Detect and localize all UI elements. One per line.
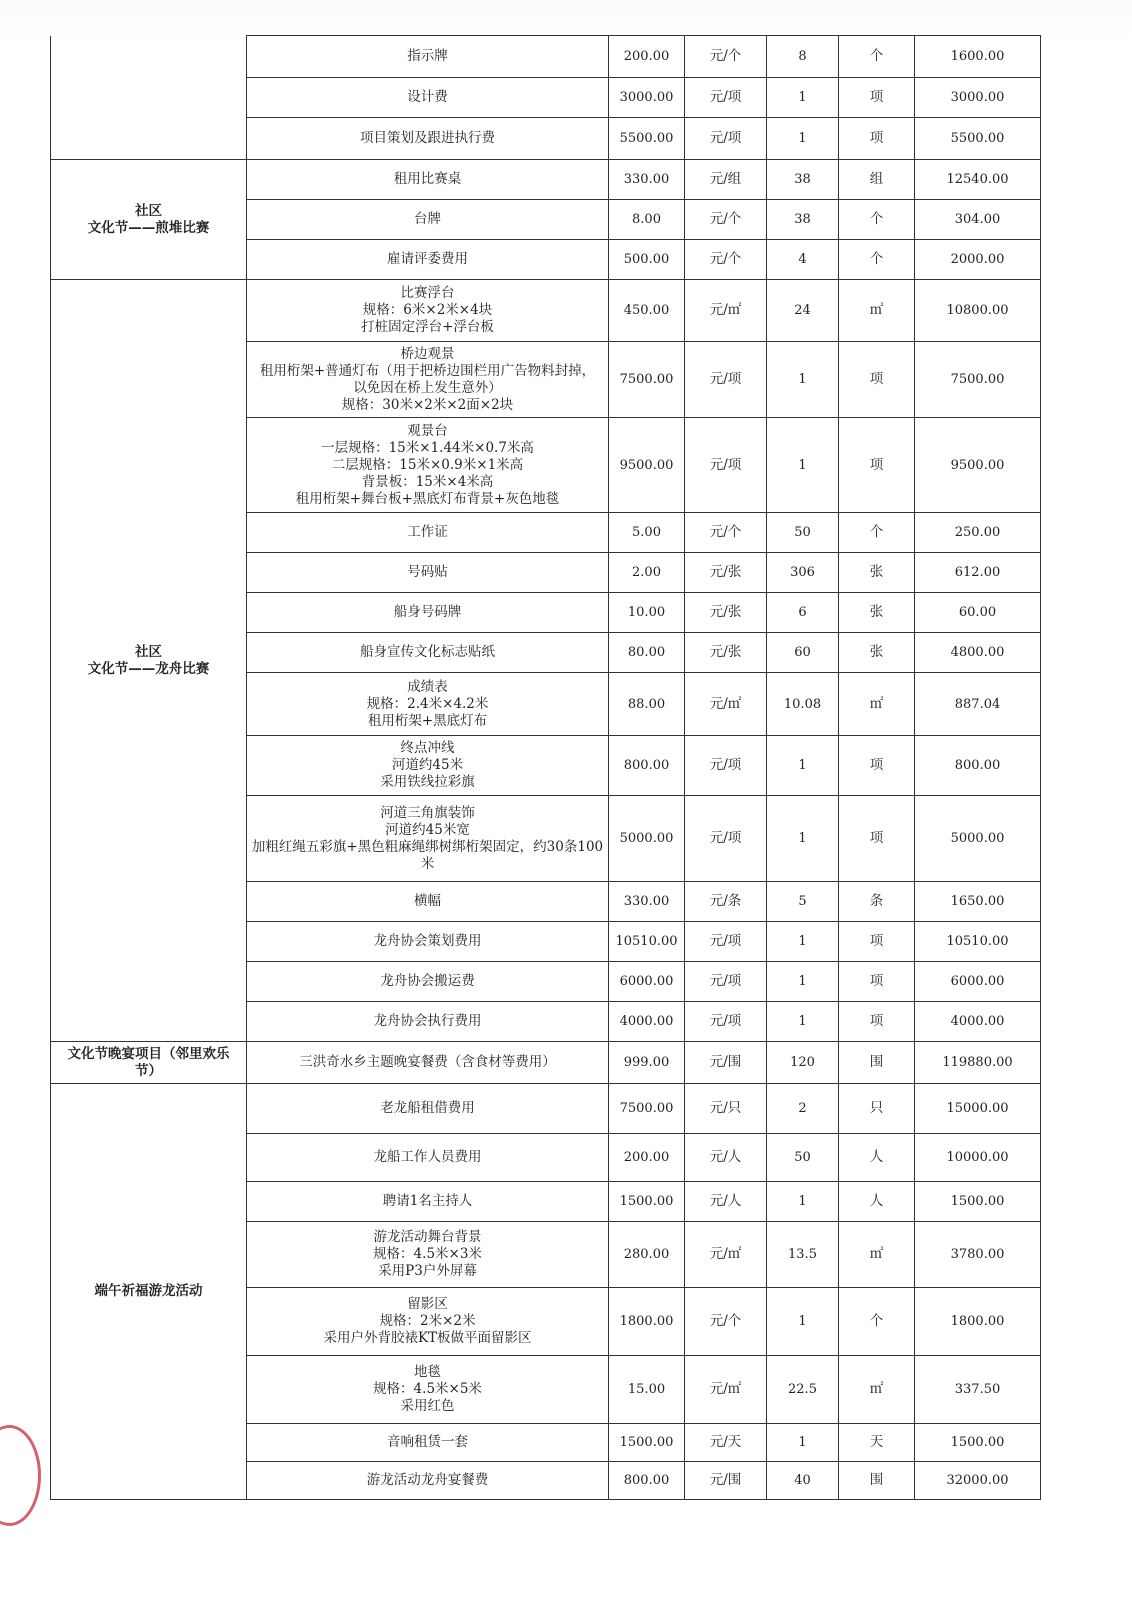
line-total: 60.00 [915, 593, 1041, 633]
section-label-line: 社区 [135, 202, 162, 219]
quantity-unit: 项 [839, 962, 915, 1002]
item-description [247, 1002, 609, 1042]
quantity: 5 [767, 882, 839, 922]
unit-price: 800.00 [609, 736, 685, 796]
quantity: 1 [767, 1424, 839, 1462]
quantity-unit: 组 [839, 160, 915, 200]
quantity: 40 [767, 1462, 839, 1500]
line-total: 4000.00 [915, 1002, 1041, 1042]
price-unit: 元/个 [685, 513, 767, 553]
item-line: 河道约45米宽 [385, 821, 470, 838]
price-unit: 元/人 [685, 1134, 767, 1182]
section-label [51, 280, 247, 1042]
item-description [247, 922, 609, 962]
quantity: 306 [767, 553, 839, 593]
quantity-unit: 个 [839, 1288, 915, 1356]
unit-price: 450.00 [609, 280, 685, 342]
item-line: 设计费 [407, 89, 448, 105]
table-row [51, 160, 1041, 200]
quantity-unit: 个 [839, 240, 915, 280]
table-row [51, 1042, 1041, 1084]
item-line: 规格：30米×2米×2面×2块 [341, 396, 514, 413]
unit-price: 10510.00 [609, 922, 685, 962]
item-description [247, 1134, 609, 1182]
quantity: 22.5 [767, 1356, 839, 1424]
line-total: 3780.00 [915, 1222, 1041, 1288]
quantity: 1 [767, 922, 839, 962]
price-unit: 元/个 [685, 200, 767, 240]
item-description [247, 200, 609, 240]
item-line: 龙舟协会策划费用 [373, 933, 482, 949]
item-description [247, 1222, 609, 1288]
unit-price: 1800.00 [609, 1288, 685, 1356]
price-unit: 元/条 [685, 882, 767, 922]
quantity: 1 [767, 796, 839, 882]
price-unit: 元/项 [685, 796, 767, 882]
quantity-unit: 个 [839, 513, 915, 553]
line-total: 304.00 [915, 200, 1041, 240]
quantity-unit: 天 [839, 1424, 915, 1462]
item-line: 龙舟协会执行费用 [373, 1013, 482, 1029]
item-line: 比赛浮台 [400, 285, 455, 301]
unit-price: 80.00 [609, 633, 685, 673]
quantity: 6 [767, 593, 839, 633]
quantity-unit: 项 [839, 922, 915, 962]
quantity-unit: 条 [839, 882, 915, 922]
line-total: 12540.00 [915, 160, 1041, 200]
quantity: 1 [767, 118, 839, 160]
price-unit: 元/项 [685, 342, 767, 418]
quantity-unit: 个 [839, 200, 915, 240]
item-line: 号码贴 [407, 564, 448, 580]
quantity: 1 [767, 418, 839, 513]
item-description [247, 553, 609, 593]
price-unit: 元/㎡ [685, 1222, 767, 1288]
quantity-unit: 项 [839, 736, 915, 796]
unit-price: 200.00 [609, 1134, 685, 1182]
price-unit: 元/张 [685, 553, 767, 593]
quantity: 1 [767, 342, 839, 418]
section-label-line: 文化节晚宴项目（邻里欢乐 [67, 1045, 230, 1062]
price-unit: 元/围 [685, 1042, 767, 1084]
line-total: 1600.00 [915, 36, 1041, 78]
item-description [247, 882, 609, 922]
line-total: 9500.00 [915, 418, 1041, 513]
item-description [247, 118, 609, 160]
unit-price: 88.00 [609, 673, 685, 736]
item-line: 采用铁线拉彩旗 [380, 774, 475, 790]
price-unit: 元/项 [685, 962, 767, 1002]
price-unit: 元/个 [685, 240, 767, 280]
item-line: 龙船工作人员费用 [373, 1149, 482, 1165]
quantity-unit: ㎡ [839, 1222, 915, 1288]
line-total: 7500.00 [915, 342, 1041, 418]
table-row [51, 36, 1041, 78]
quantity-unit: 张 [839, 633, 915, 673]
item-line: 留影区 [407, 1296, 448, 1312]
price-unit: 元/项 [685, 118, 767, 160]
line-total: 2000.00 [915, 240, 1041, 280]
quantity: 8 [767, 36, 839, 78]
quantity-unit: ㎡ [839, 280, 915, 342]
price-unit: 元/项 [685, 1002, 767, 1042]
item-description [247, 1084, 609, 1134]
line-total: 32000.00 [915, 1462, 1041, 1500]
line-total: 10000.00 [915, 1134, 1041, 1182]
quantity-unit: 张 [839, 593, 915, 633]
section-label [51, 1084, 247, 1500]
line-total: 1650.00 [915, 882, 1041, 922]
quantity: 1 [767, 1002, 839, 1042]
unit-price: 330.00 [609, 882, 685, 922]
quantity: 60 [767, 633, 839, 673]
price-unit: 元/组 [685, 160, 767, 200]
quantity: 4 [767, 240, 839, 280]
unit-price: 7500.00 [609, 342, 685, 418]
quantity-unit: 项 [839, 78, 915, 118]
unit-price: 3000.00 [609, 78, 685, 118]
item-line: 规格：2.4米×4.2米 [366, 695, 489, 712]
quantity-unit: ㎡ [839, 1356, 915, 1424]
price-unit: 元/项 [685, 78, 767, 118]
quantity-unit: 项 [839, 342, 915, 418]
unit-price: 999.00 [609, 1042, 685, 1084]
item-line: 规格：6米×2米×4块 [362, 302, 493, 318]
item-line: 龙舟协会搬运费 [380, 973, 475, 989]
quantity: 50 [767, 513, 839, 553]
quantity-unit: 项 [839, 1002, 915, 1042]
unit-price: 330.00 [609, 160, 685, 200]
item-description [247, 1356, 609, 1424]
item-line: 采用P3户外屏幕 [378, 1263, 477, 1279]
item-description [247, 593, 609, 633]
price-unit: 元/㎡ [685, 1356, 767, 1424]
item-line: 背景板：15米×4米高 [361, 473, 494, 490]
quantity: 1 [767, 1288, 839, 1356]
item-line: 米 [420, 855, 435, 872]
item-line: 规格：4.5米×3米 [373, 1246, 482, 1262]
item-description [247, 513, 609, 553]
item-line: 雇请评委费用 [387, 251, 468, 267]
item-line: 河道三角旗装饰 [380, 804, 475, 821]
quantity: 24 [767, 280, 839, 342]
item-line: 音响租赁一套 [387, 1434, 468, 1450]
item-line: 台牌 [414, 211, 441, 227]
section-label-line: 社区 [135, 643, 162, 660]
item-description [247, 736, 609, 796]
quantity-unit: 人 [839, 1182, 915, 1222]
item-line: 采用红色 [400, 1398, 455, 1414]
quantity: 38 [767, 160, 839, 200]
item-description [247, 796, 609, 882]
item-line: 河道约45米 [391, 757, 464, 773]
quantity-unit: ㎡ [839, 673, 915, 736]
section-label-line: 节） [135, 1062, 162, 1079]
price-unit: 元/围 [685, 1462, 767, 1500]
price-unit: 元/项 [685, 922, 767, 962]
item-line: 船身号码牌 [393, 604, 462, 620]
item-description [247, 1462, 609, 1500]
table-row [51, 1084, 1041, 1134]
section-label [51, 1042, 247, 1084]
item-line: 项目策划及跟进执行费 [360, 130, 495, 146]
unit-price: 200.00 [609, 36, 685, 78]
item-description [247, 1424, 609, 1462]
item-line: 桥边观景 [400, 345, 455, 362]
item-line: 游龙活动龙舟宴餐费 [366, 1472, 489, 1488]
price-unit: 元/只 [685, 1084, 767, 1134]
line-total: 1500.00 [915, 1424, 1041, 1462]
quantity-unit: 个 [839, 36, 915, 78]
item-description [247, 240, 609, 280]
section-label [51, 160, 247, 280]
section-label-line: 文化节——龙舟比赛 [87, 660, 210, 677]
table-row [51, 280, 1041, 342]
item-line: 指示牌 [407, 48, 448, 64]
item-description [247, 280, 609, 342]
price-unit: 元/张 [685, 593, 767, 633]
item-description [247, 1042, 609, 1084]
line-total: 10510.00 [915, 922, 1041, 962]
unit-price: 5000.00 [609, 796, 685, 882]
line-total: 887.04 [915, 673, 1041, 736]
unit-price: 4000.00 [609, 1002, 685, 1042]
item-description [247, 673, 609, 736]
price-unit: 元/人 [685, 1182, 767, 1222]
line-total: 119880.00 [915, 1042, 1041, 1084]
quantity: 1 [767, 1182, 839, 1222]
item-line: 地毯 [414, 1364, 441, 1380]
quantity-unit: 张 [839, 553, 915, 593]
price-unit: 元/个 [685, 36, 767, 78]
unit-price: 15.00 [609, 1356, 685, 1424]
unit-price: 6000.00 [609, 962, 685, 1002]
line-total: 3000.00 [915, 78, 1041, 118]
unit-price: 280.00 [609, 1222, 685, 1288]
item-line: 规格：4.5米×5米 [373, 1381, 482, 1397]
unit-price: 1500.00 [609, 1424, 685, 1462]
item-line: 游龙活动舞台背景 [373, 1229, 482, 1245]
unit-price: 2.00 [609, 553, 685, 593]
item-line: 三洪奇水乡主题晚宴餐费（含食材等费用） [299, 1054, 556, 1070]
item-line: 打桩固定浮台+浮台板 [361, 319, 494, 335]
item-line: 终点冲线 [400, 740, 455, 756]
line-total: 612.00 [915, 553, 1041, 593]
item-line: 一层规格：15米×1.44米×0.7米高 [321, 439, 534, 456]
price-unit: 元/㎡ [685, 673, 767, 736]
line-total: 337.50 [915, 1356, 1041, 1424]
item-line: 成绩表 [407, 678, 448, 695]
item-description [247, 633, 609, 673]
unit-price: 5.00 [609, 513, 685, 553]
quantity: 1 [767, 962, 839, 1002]
item-description [247, 962, 609, 1002]
price-unit: 元/张 [685, 633, 767, 673]
quantity: 1 [767, 736, 839, 796]
section-label [51, 36, 247, 160]
item-description [247, 342, 609, 418]
quantity-unit: 围 [839, 1042, 915, 1084]
item-line: 采用户外背胶裱KT板做平面留影区 [323, 1330, 532, 1346]
quantity-unit: 项 [839, 118, 915, 160]
line-total: 6000.00 [915, 962, 1041, 1002]
quantity-unit: 人 [839, 1134, 915, 1182]
unit-price: 1500.00 [609, 1182, 685, 1222]
section-label-line: 文化节——煎堆比赛 [87, 219, 210, 236]
item-line: 规格：2米×2米 [379, 1313, 476, 1329]
price-unit: 元/项 [685, 736, 767, 796]
item-description [247, 418, 609, 513]
line-total: 4800.00 [915, 633, 1041, 673]
line-total: 1500.00 [915, 1182, 1041, 1222]
price-unit: 元/㎡ [685, 280, 767, 342]
price-unit: 元/个 [685, 1288, 767, 1356]
item-line: 加粗红绳五彩旗+黑色粗麻绳绑树绑桁架固定，约30条100 [251, 838, 604, 855]
unit-price: 7500.00 [609, 1084, 685, 1134]
quantity-unit: 项 [839, 796, 915, 882]
section-label-line: 端午祈福游龙活动 [94, 1283, 203, 1299]
line-total: 800.00 [915, 736, 1041, 796]
quantity: 50 [767, 1134, 839, 1182]
quantity: 120 [767, 1042, 839, 1084]
line-total: 10800.00 [915, 280, 1041, 342]
item-description [247, 36, 609, 78]
item-line: 以免因在桥上发生意外） [353, 379, 502, 396]
quantity-unit: 围 [839, 1462, 915, 1500]
item-line: 横幅 [414, 893, 441, 909]
quantity-unit: 只 [839, 1084, 915, 1134]
quantity-unit: 项 [839, 418, 915, 513]
budget-table [50, 35, 1041, 1500]
price-unit: 元/项 [685, 418, 767, 513]
item-line: 二层规格：15米×0.9米×1米高 [331, 456, 524, 473]
item-description [247, 1288, 609, 1356]
line-total: 5000.00 [915, 796, 1041, 882]
quantity: 2 [767, 1084, 839, 1134]
unit-price: 800.00 [609, 1462, 685, 1500]
quantity: 13.5 [767, 1222, 839, 1288]
item-line: 租用桁架+舞台板+黑底灯布背景+灰色地毯 [295, 490, 560, 507]
price-unit: 元/天 [685, 1424, 767, 1462]
item-line: 租用桁架+黑底灯布 [367, 712, 488, 729]
unit-price: 500.00 [609, 240, 685, 280]
item-description [247, 1182, 609, 1222]
item-line: 租用比赛桌 [393, 171, 462, 187]
line-total: 250.00 [915, 513, 1041, 553]
quantity: 1 [767, 78, 839, 118]
item-line: 租用桁架+普通灯布（用于把桥边围栏用广告物料封掉， [259, 362, 596, 379]
line-total: 5500.00 [915, 118, 1041, 160]
unit-price: 10.00 [609, 593, 685, 633]
item-line: 老龙船租借费用 [380, 1100, 475, 1116]
item-line: 船身宣传文化标志贴纸 [360, 644, 495, 660]
line-total: 15000.00 [915, 1084, 1041, 1134]
quantity: 38 [767, 200, 839, 240]
item-line: 聘请1名主持人 [382, 1193, 473, 1209]
item-description [247, 160, 609, 200]
unit-price: 8.00 [609, 200, 685, 240]
item-description [247, 78, 609, 118]
unit-price: 9500.00 [609, 418, 685, 513]
item-line: 工作证 [407, 524, 448, 540]
item-line: 观景台 [407, 422, 448, 439]
quantity: 10.08 [767, 673, 839, 736]
unit-price: 5500.00 [609, 118, 685, 160]
line-total: 1800.00 [915, 1288, 1041, 1356]
